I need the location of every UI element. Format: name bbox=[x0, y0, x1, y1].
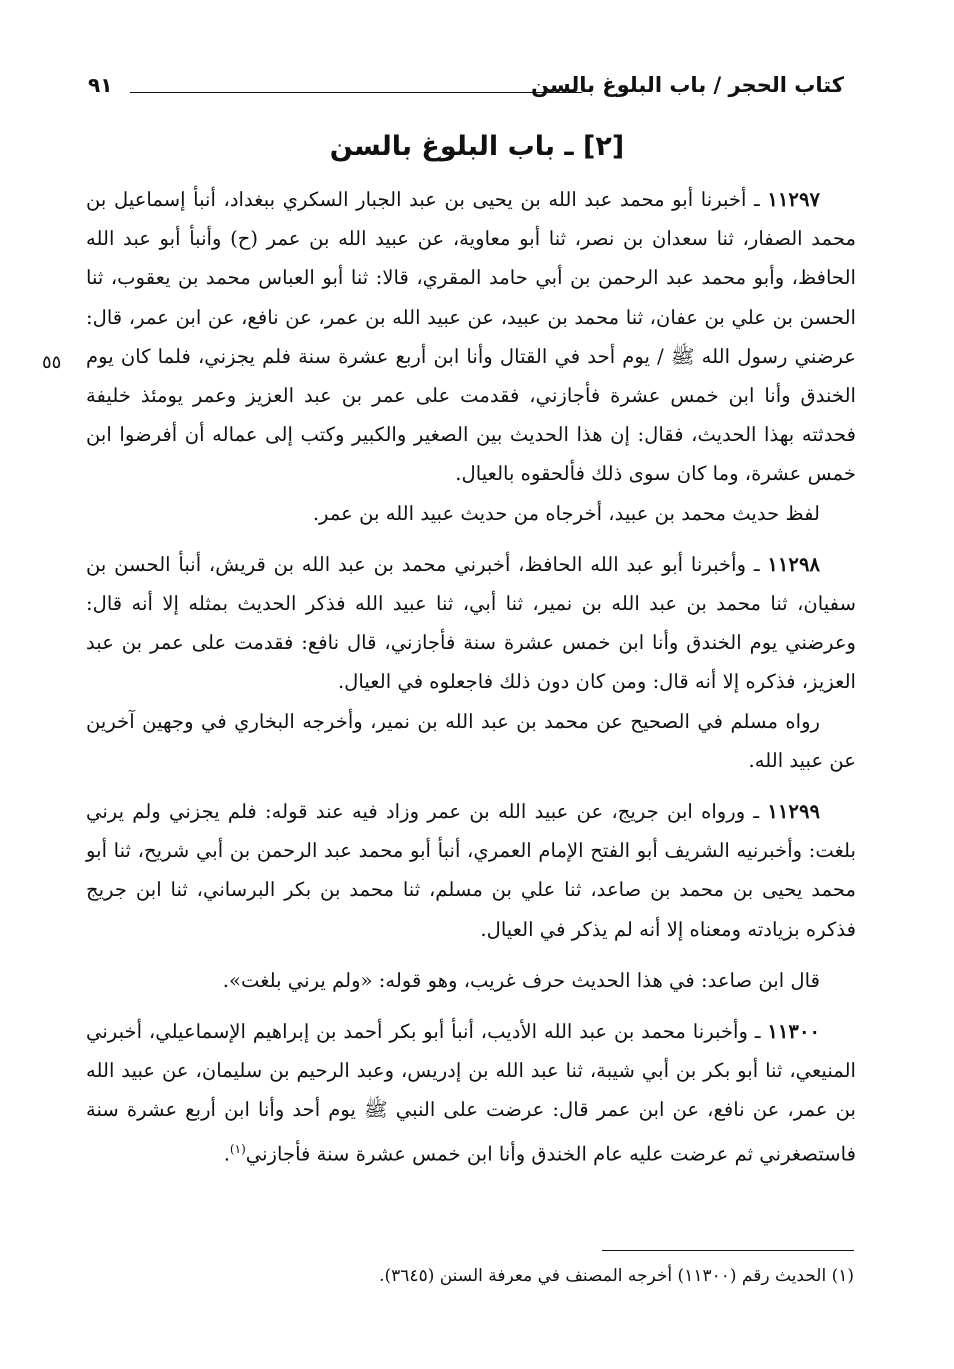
hadith-number: ١١٢٩٨ bbox=[767, 552, 820, 576]
hadith-text: ـ أخبرنا أبو محمد عبد الله بن يحيى بن عبد الجبار السكري ببغداد، أنبأ إسماعيل بن محمد الصفار، ثنا سعدان بن نصر، ثنا أبو معاوية، عن عبيد الله بن عمر (ح) وأنبأ أبو عبد الله الحافظ، وأبو محمد عبد الرحمن بن أبي حامد المقري، قالا: ثنا أبو العباس محمد بن يعقوب، ثنا الحسن بن علي بن عفان، ثنا محمد بن عبيد، عن عبيد الله بن عمر، عن نافع، عن ابن عمر، قال: عرضني رسول الله ﷺ / يوم أحد في القتال وأنا ابن أربع عشرة سنة فلم يجزني، فلما كان يوم الخندق وأنا ابن خمس عشرة فأجازني، فقدمت على عمر بن عبد العزيز وعمر يومئذ خليفة فحدثته بهذا الحديث، فقال: إن هذا الحديث بين الصغير والكبير وكتب إلى عماله أن أفرضوا ابن خمس عشرة، وما كان سوى ذلك فألحقوه بالعيال. bbox=[86, 188, 856, 486]
commentary-text: قال ابن صاعد: في هذا الحديث حرف غريب، وهو قوله: «ولم يرني بلغت». bbox=[222, 968, 820, 992]
hadith-paragraph bbox=[86, 545, 856, 702]
commentary-text: رواه مسلم في الصحيح عن محمد بن عبد الله بن نمير، وأخرجه البخاري في وجهين آخرين عن عبيد الله. bbox=[86, 709, 856, 772]
hadith-text: ـ وأخبرنا محمد بن عبد الله الأديب، أنبأ أبو بكر أحمد بن إبراهيم الإسماعيلي، أخبرني المنيعي، ثنا أبو بكر بن أبي شيبة، ثنا عبد الله بن إدريس، وعبد الرحيم بن سليمان، عن عبيد الله بن عمر، عن نافع، عن ابن عمر قال: عرضت على النبي ﷺ يوم أحد وأنا ابن أربع عشرة سنة فاستصغرني ثم عرضت عليه عام الخندق وأنا ابن خمس عشرة سنة فأجازني bbox=[86, 1020, 856, 1166]
footnote: (١) الحديث رقم (١١٣٠٠) أخرجه المصنف في معرفة السنن (٣٦٤٥). bbox=[379, 1266, 854, 1286]
hadith-paragraph bbox=[86, 792, 856, 949]
hadith-paragraph bbox=[86, 180, 856, 494]
header-rule bbox=[130, 92, 582, 93]
page-number: ٩١ bbox=[88, 73, 113, 97]
running-header bbox=[88, 68, 844, 104]
sentence-end: . bbox=[223, 1142, 230, 1166]
hadith-number: ١١٣٠٠ bbox=[767, 1020, 820, 1044]
footnote-rule bbox=[602, 1250, 854, 1251]
footnote-marker: (١) bbox=[229, 1141, 246, 1156]
commentary-paragraph bbox=[86, 702, 856, 780]
hadith-text: ـ ورواه ابن جريج، عن عبيد الله بن عمر وزاد فيه عند قوله: فلم يجزني ولم يرني بلغت: وأخبرنيه الشريف أبو الفتح الإمام العمري، أنبأ أبو محمد عبد الرحمن بن أبي شريح، ثنا أبو محمد يحيى بن محمد بن صاعد، ثنا علي بن مسلم، ثنا محمد بن بكر البرساني، ثنا ابن جريج فذكره بزيادته ومعناه إلا أنه لم يذكر في العيال. bbox=[86, 800, 856, 941]
body-text bbox=[86, 180, 856, 1173]
commentary-paragraph bbox=[86, 961, 856, 1000]
chapter-title: [٢] ـ باب البلوغ بالسن bbox=[329, 131, 625, 162]
margin-page-reference: ٥٥ bbox=[42, 352, 62, 373]
commentary-text: لفظ حديث محمد بن عبيد، أخرجاه من حديث عبيد الله بن عمر. bbox=[312, 501, 820, 525]
commentary-paragraph bbox=[86, 494, 856, 533]
hadith-paragraph bbox=[86, 1012, 856, 1173]
hadith-number: ١١٢٩٩ bbox=[767, 800, 820, 824]
hadith-text: ـ وأخبرنا أبو عبد الله الحافظ، أخبرني محمد بن عبد الله بن قريش، أنبأ الحسن بن سفيان، ثنا محمد بن عبد الله بن نمير، ثنا أبي، ثنا عبيد الله فذكر الحديث بمثله إلا أنه قال: وعرضني يوم الخندق وأنا ابن خمس عشرة سنة فأجازني، قال نافع: فقدمت على عمر بن عبد العزيز، فذكره إلا أنه قال: ومن كان دون ذلك فاجعلوه في العيال. bbox=[86, 552, 856, 694]
hadith-number: ١١٢٩٧ bbox=[767, 188, 820, 211]
running-title: كتاب الحجر / باب البلوغ بالسن bbox=[531, 73, 844, 97]
